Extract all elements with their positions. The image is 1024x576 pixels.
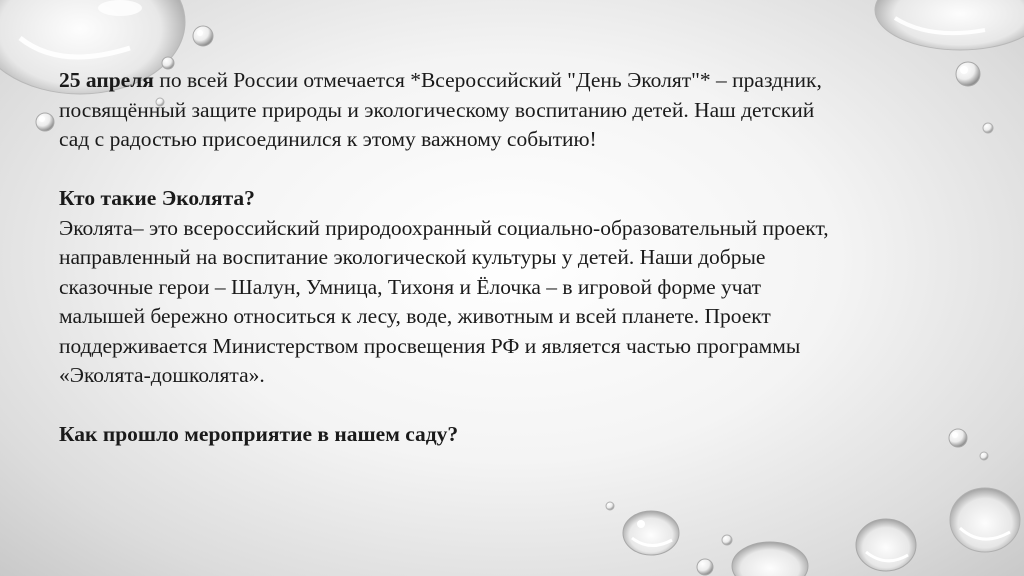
droplet-small-3	[36, 113, 54, 131]
about-line-4: малышей бережно относиться к лесу, воде, животным и всей планете. Проект	[59, 304, 771, 328]
droplet-small-10	[606, 502, 614, 510]
droplet-bottom-right-3	[732, 542, 808, 576]
droplet-small-7	[980, 452, 988, 460]
intro-line-2: посвящённый защите природы и экологическому воспитанию детей. Наш детский	[59, 97, 815, 122]
droplet-bottom-mid	[623, 511, 679, 555]
date-highlight: 25 апреля	[59, 68, 154, 92]
droplet-small-9	[722, 535, 732, 545]
about-line-1: Эколята– это всероссийский природоохранный социально-образовательный проект,	[59, 215, 829, 240]
droplet-bottom-right-2	[856, 519, 916, 571]
droplet-small-1	[193, 26, 213, 46]
droplet-top-right	[875, 0, 1024, 50]
heading-who-are-ecolyata: Кто такие Эколята?	[59, 186, 255, 210]
droplet-small-8	[697, 559, 713, 575]
about-line-3: сказочные герои – Шалун, Умница, Тихоня и Ёлочка – в игровой форме учат	[59, 274, 761, 299]
about-line-5: поддерживается Министерством просвещения РФ и является частью программы	[59, 333, 801, 358]
intro-line-1: по всей России отмечается *Всероссийский "День Эколят"* – праздник,	[153, 68, 822, 92]
intro-paragraph	[59, 66, 979, 96]
droplet-bottom-right-large	[950, 488, 1020, 552]
droplet-small-6	[983, 123, 993, 133]
slide-body	[59, 66, 979, 450]
about-line-6: «Эколята-дошколята».	[59, 363, 265, 387]
about-line-2: направленный на воспитание экологической культуры у детей. Наши добрые	[59, 245, 766, 269]
heading-event-in-kindergarten: Как прошло мероприятие в нашем саду?	[59, 422, 459, 446]
intro-line-3: сад с радостью присоединился к этому важному событию!	[59, 127, 597, 151]
